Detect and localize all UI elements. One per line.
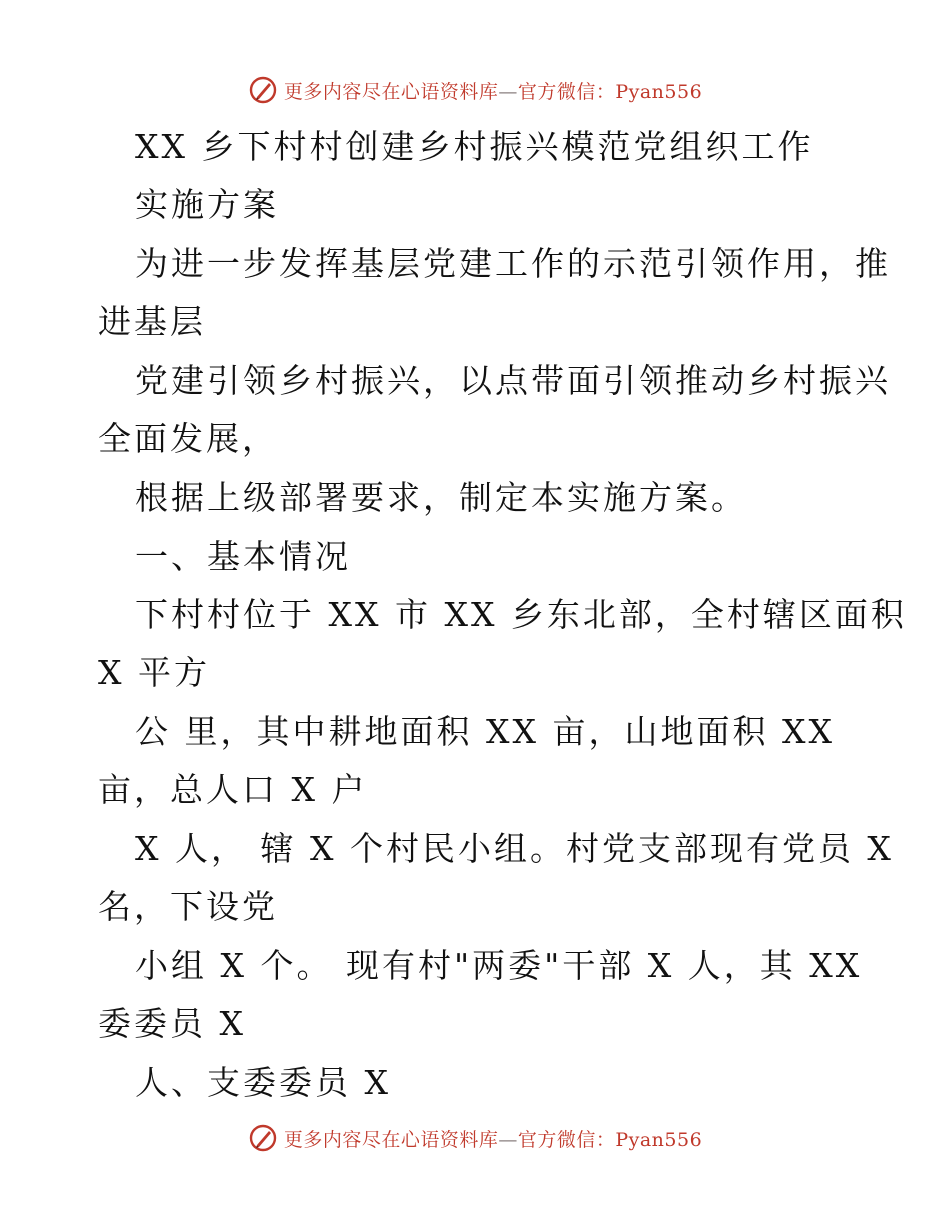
doc-text-line: 根据上级部署要求，制定本实施方案。 — [135, 478, 747, 517]
doc-text-line: 公 里，其中耕地面积 XX 亩，山地面积 XX — [135, 712, 835, 751]
watermark-wechat-text: 官方微信：Pyan556 — [517, 80, 703, 103]
watermark-site-text: 更多内容尽在心语资料库 — [283, 1128, 499, 1151]
doc-text-line: 为进一步发挥基层党建工作的示范引领作用，推 — [135, 244, 891, 283]
pen-circle-logo-icon — [248, 1123, 278, 1153]
doc-text-line: 人、支委委员 X — [135, 1063, 391, 1102]
watermark-separator: — — [498, 1128, 518, 1151]
watermark-text — [284, 1125, 702, 1152]
doc-text-line: 小组 X 个。 现有村"两委"干部 X 人，其 XX — [135, 946, 863, 985]
doc-text-line: X 平方 — [98, 653, 210, 692]
doc-text-line: 名，下设党 — [98, 887, 278, 926]
doc-title-line-2: 实施方案 — [135, 185, 279, 224]
watermark-site-text: 更多内容尽在心语资料库 — [283, 80, 499, 103]
doc-section-heading: 一、基本情况 — [135, 537, 351, 576]
doc-text-line: 亩，总人口 X 户 — [98, 770, 368, 809]
doc-text-line: X 人， 辖 X 个村民小组。村党支部现有党员 X — [135, 829, 894, 868]
doc-text-line: 全面发展， — [98, 419, 278, 458]
watermark-separator: — — [498, 80, 518, 103]
doc-text-line: 进基层 — [98, 302, 206, 341]
footer-watermark — [0, 1118, 950, 1158]
doc-text-line: 下村村位于 XX 市 XX 乡东北部，全村辖区面积 — [135, 595, 907, 634]
doc-text-line: 党建引领乡村振兴，以点带面引领推动乡村振兴 — [135, 361, 891, 400]
doc-title-line-1: XX 乡下村村创建乡村振兴模范党组织工作 — [135, 127, 814, 166]
doc-text-line: 委委员 X — [98, 1004, 246, 1043]
watermark-wechat-text: 官方微信：Pyan556 — [517, 1128, 703, 1151]
